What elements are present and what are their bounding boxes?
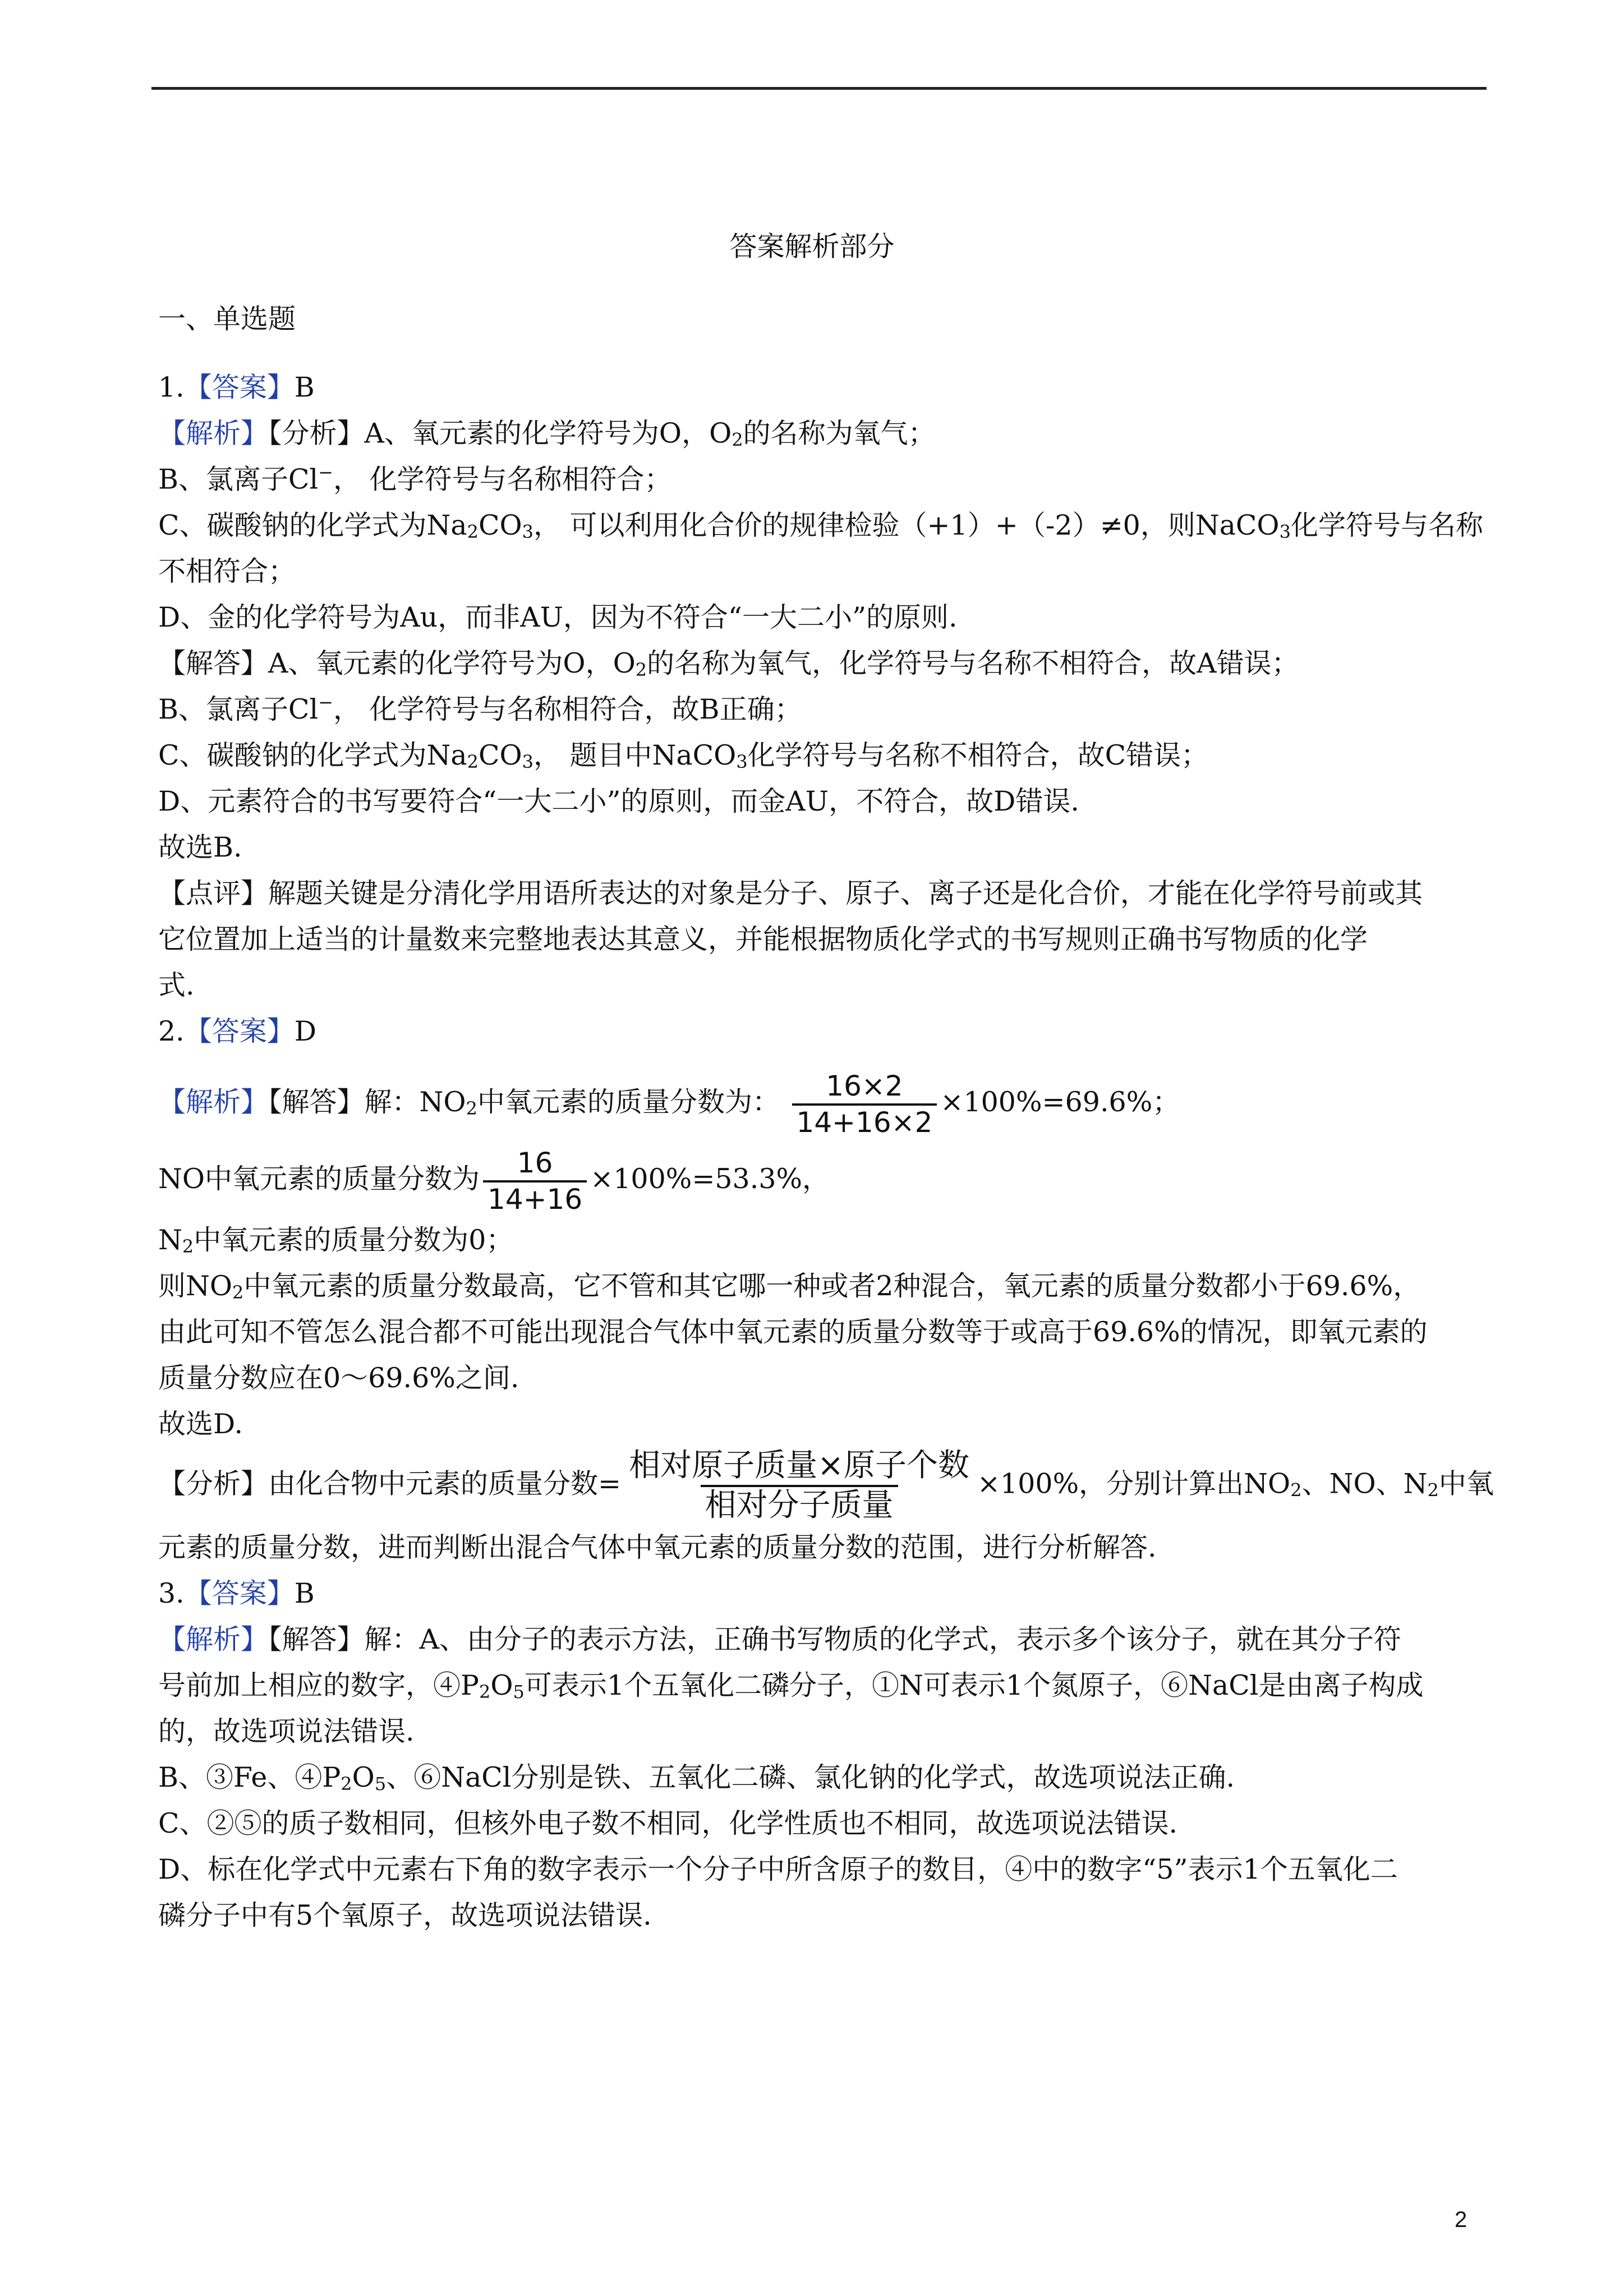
- q2-solution-compare: 则$NO_2$中氧元素的质量分数最高，它不管和其它哪一种或者2种混合，氧元素的质量分数都小于69.6%，: [158, 1270, 1421, 1303]
- q1-analysis-b: B、氯离子Cl−， 化学符号与名称相符合；: [158, 462, 672, 495]
- q1-answer-line: 1.【答案】B: [158, 371, 315, 403]
- q1-choice: 故选B.: [158, 831, 242, 863]
- q1-solution-a: 【解答】A、氧元素的化学符号为O，$O_2$的名称为氧气，化学符号与名称不相符合，故A错误；: [158, 647, 1299, 680]
- q2-solution-conclusion: 由此可知不管怎么混合都不可能出现混合气体中氧元素的质量分数等于或高于69.6%的情况，即氧元素的: [158, 1316, 1428, 1348]
- q1-comment-1: 【点评】解题关键是分清化学用语所表达的对象是分子、原子、离子还是化合价，才能在化学符号前或其: [158, 877, 1423, 909]
- q3-solution-a2: 号前加上相应的数字，$④P_2O_5$可表示1个五氧化二磷分子，①N可表示1个氮原子，⑥NaCl是由离子构成: [158, 1669, 1424, 1703]
- q1-solution-d: D、元素符合的书写要符合“一大二小”的原则，而金AU，不符合，故D错误.: [158, 785, 1079, 817]
- q1-comment-3: 式.: [158, 969, 195, 1001]
- q3-solution-c: C、②⑤的质子数相同，但核外电子数不相同，化学性质也不相同，故选项说法错误.: [158, 1807, 1178, 1839]
- q3-solution-d1: D、标在化学式中元素右下角的数字表示一个分子中所含原子的数目，④中的数字“5”表示1个五氧化二: [158, 1853, 1398, 1885]
- fraction-mass-percent: $\frac{\text{相对原子质量×原子个数}}{\text{相对分子质量}}$: [629, 1447, 969, 1524]
- q2-solution-no2: 【解析】【解答】解：$NO_2$中氧元素的质量分数为： $\frac{16\times 2}{14+16\times 2}$ ×100%=69.6%；: [158, 1070, 1180, 1139]
- q2-solution-range: 质量分数应在0～69.6%之间.: [158, 1362, 519, 1394]
- page-title: 答案解析部分: [729, 231, 895, 263]
- page-number: 2: [1455, 2207, 1467, 2232]
- q1-analysis-a: 【解析】【分析】A、氧元素的化学符号为O，$O_2$的名称为氧气；: [158, 417, 936, 450]
- q1-solution-b: B、氯离子Cl−， 化学符号与名称相符合，故B正确；: [158, 692, 802, 725]
- section-heading: 一、单选题: [158, 303, 296, 335]
- q3-solution-a1: 【解析】【解答】解：A、由分子的表示方法，正确书写物质的化学式，表示多个该分子，就在其分子符: [158, 1623, 1401, 1655]
- q1-analysis-c: C、碳酸钠的化学式为$Na_2CO_3$， 可以利用化合价的规律检验（+1）+（-2）≠0，则NaCO$_3$化学符号与名称: [158, 509, 1483, 542]
- answer-content: [158, 365, 1494, 1939]
- q2-choice: 故选D.: [158, 1408, 243, 1440]
- header-rule: [151, 87, 1487, 90]
- q3-solution-a3: 的，故选项说法错误.: [158, 1715, 415, 1747]
- q3-answer-line: 3.【答案】B: [158, 1577, 315, 1609]
- q1-comment-2: 它位置加上适当的计量数来完整地表达其意义，并能根据物质化学式的书写规则正确书写物质的化学: [158, 923, 1368, 955]
- q2-analysis-cont: 元素的质量分数，进而判断出混合气体中氧元素的质量分数的范围，进行分析解答.: [158, 1531, 1157, 1563]
- q2-analysis-formula: 【分析】由化合物中元素的质量分数= $\frac{\text{相对原子质量×原子个数}}{\text{相对分子质量}}$ ×100%，分别计算出$NO_2$、NO、$N_2$中氧: [158, 1447, 1494, 1524]
- q2-answer-line: 2.【答案】D: [158, 1015, 317, 1047]
- fraction-no2-oxygen: $\frac{16\times 2}{14+16\times 2}$: [792, 1071, 937, 1137]
- q2-solution-no: NO中氧元素的质量分数为 $\frac{16}{14+16}$ ×100%=53.3%，: [158, 1147, 830, 1216]
- q1-solution-c: C、碳酸钠的化学式为$Na_2CO_3$， 题目中NaCO$_3$化学符号与名称不相符合，故C错误；: [158, 739, 1209, 772]
- fraction-no-oxygen: $\frac{16}{14+16}$: [483, 1148, 587, 1214]
- q2-solution-n2: $N_2$中氧元素的质量分数为0；: [158, 1224, 514, 1257]
- q1-analysis-c-cont: 不相符合；: [158, 555, 296, 587]
- q3-solution-b: B、③Fe、$④P_2O_5$、⑥NaCl分别是铁、五氧化二磷、氯化钠的化学式，故选项说法正确.: [158, 1761, 1235, 1795]
- q1-analysis-d: D、金的化学符号为Au，而非AU，因为不符合“一大二小”的原则.: [158, 601, 958, 633]
- q3-solution-d2: 磷分子中有5个氧原子，故选项说法错误.: [158, 1899, 652, 1931]
